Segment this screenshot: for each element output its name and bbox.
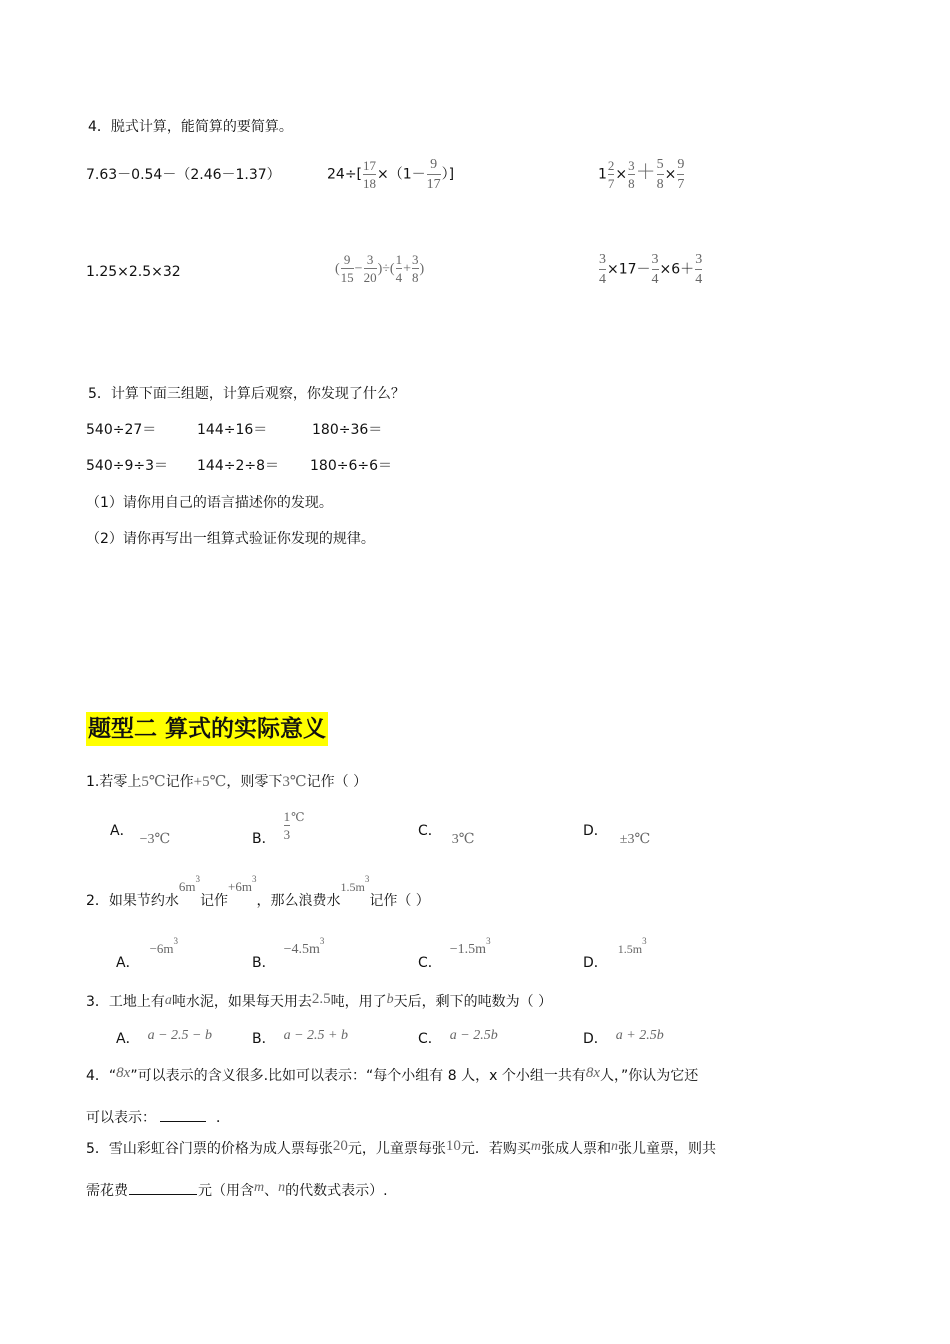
- p3-option-b[interactable]: B． a − 2.5 + b: [252, 1028, 349, 1047]
- q5-r1-c3: 180÷36＝: [312, 422, 383, 438]
- fraction: $\frac{5}{8}$: [656, 157, 664, 192]
- p1-option-d[interactable]: D．±3℃: [583, 823, 651, 847]
- q4-expr-1: 7.63－0.54－（2.46－1.37）: [86, 167, 281, 183]
- fraction: $\frac{9}{15}$: [340, 252, 354, 285]
- q4-expr-3: 1 $\frac{2}{7}$ × $\frac{3}{8}$ ＋ $\frac{5}{8}$ × $\frac{9}{7}$: [598, 157, 685, 192]
- p4-line-1: 4．“8x”可以表示的含义很多.比如可以表示：“每个小组有 8 人，x 个小组一共有8x人，”你认为它还: [86, 1065, 699, 1084]
- fraction: $\frac{1}{4}$: [395, 252, 403, 285]
- p1-option-b[interactable]: B． $\frac{1}{3}$ ℃: [252, 808, 305, 847]
- answer-blank[interactable]: [129, 1180, 197, 1195]
- answer-blank[interactable]: [160, 1107, 206, 1122]
- q4-expr-6: $\frac{3}{4}$ ×17－ $\frac{3}{4}$ ×6＋ $\frac{3}{4}$: [599, 252, 703, 287]
- q5-sub-2: （2）请你再写出一组算式验证你发现的规律。: [86, 531, 375, 547]
- q5-r2-c1: 540÷9÷3＝: [86, 458, 168, 474]
- section-heading: 题型二 算式的实际意义: [86, 712, 328, 746]
- q5-title: 5．计算下面三组题，计算后观察，你发现了什么？: [88, 386, 405, 402]
- fraction: $\frac{3}{8}$: [412, 252, 419, 285]
- fraction: $\frac{17}{18}$: [363, 158, 377, 191]
- q5-r1-c1: 540÷27＝: [86, 422, 157, 438]
- p1-option-c[interactable]: C．3℃: [418, 823, 475, 847]
- q5-r1-c2: 144÷16＝: [197, 422, 268, 438]
- p3-option-c[interactable]: C． a − 2.5b: [418, 1028, 498, 1047]
- fraction: $\frac{3}{4}$: [651, 252, 659, 287]
- p2-option-b[interactable]: B．$-4.5m^3$: [252, 936, 325, 971]
- fraction: $\frac{3}{4}$: [695, 252, 703, 287]
- p2-option-a[interactable]: A．$-6m^3$: [116, 936, 179, 971]
- fraction: $\frac{3}{8}$: [628, 158, 635, 191]
- fraction: $\frac{1}{3}$: [283, 808, 291, 842]
- fraction: $\frac{9}{17}$: [426, 157, 441, 192]
- p2-option-c[interactable]: C．$-1.5m^3$: [418, 936, 491, 971]
- p3-option-a[interactable]: A． a − 2.5 − b: [116, 1028, 212, 1047]
- p2-question: 2．如果节约水$6m^3$记作$+6m^3$，那么浪费水$1.5m^3$记作（ ）: [86, 874, 430, 909]
- p5-line-1: 5．雪山彩虹谷门票的价格为成人票每张20元，儿童票每张10元．若购买m张成人票和n张儿童票，则共: [86, 1138, 717, 1157]
- q4-expr-5: ( $\frac{9}{15}$ − $\frac{3}{20}$ )÷( $\frac{1}{4}$ + $\frac{3}{8}$ ): [335, 252, 425, 285]
- p2-option-d[interactable]: D．$1.5m^3$: [583, 936, 647, 971]
- fraction: $\frac{9}{7}$: [677, 157, 685, 192]
- p5-line-2: 需花费 元（用含m、n的代数式表示）.: [86, 1180, 388, 1199]
- p4-line-2: 可以表示： ．: [86, 1107, 230, 1127]
- fraction: $\frac{3}{4}$: [599, 252, 606, 287]
- q5-r2-c3: 180÷6÷6＝: [310, 458, 392, 474]
- q5-sub-1: （1）请你用自己的语言描述你的发现。: [86, 495, 333, 511]
- p1-question: 1.若零上5℃记作+5℃，则零下3℃记作（ ）: [86, 774, 368, 790]
- p3-question: 3．工地上有a吨水泥，如果每天用去2.5吨，用了b天后，剩下的吨数为（ ）: [86, 991, 553, 1010]
- q5-r2-c2: 144÷2÷8＝: [197, 458, 279, 474]
- p1-option-a[interactable]: A．−3℃: [110, 823, 171, 847]
- q4-title: 4．脱式计算，能简算的要简算。: [88, 119, 293, 135]
- q4-expr-4: 1.25×2.5×32: [86, 264, 181, 280]
- p3-option-d[interactable]: D． a + 2.5b: [583, 1028, 664, 1047]
- fraction: $\frac{3}{20}$: [363, 252, 377, 285]
- fraction: $\frac{2}{7}$: [607, 158, 615, 191]
- q4-expr-2: 24÷[ $\frac{17}{18}$ ×（1－ $\frac{9}{17}$ ）]: [327, 157, 455, 192]
